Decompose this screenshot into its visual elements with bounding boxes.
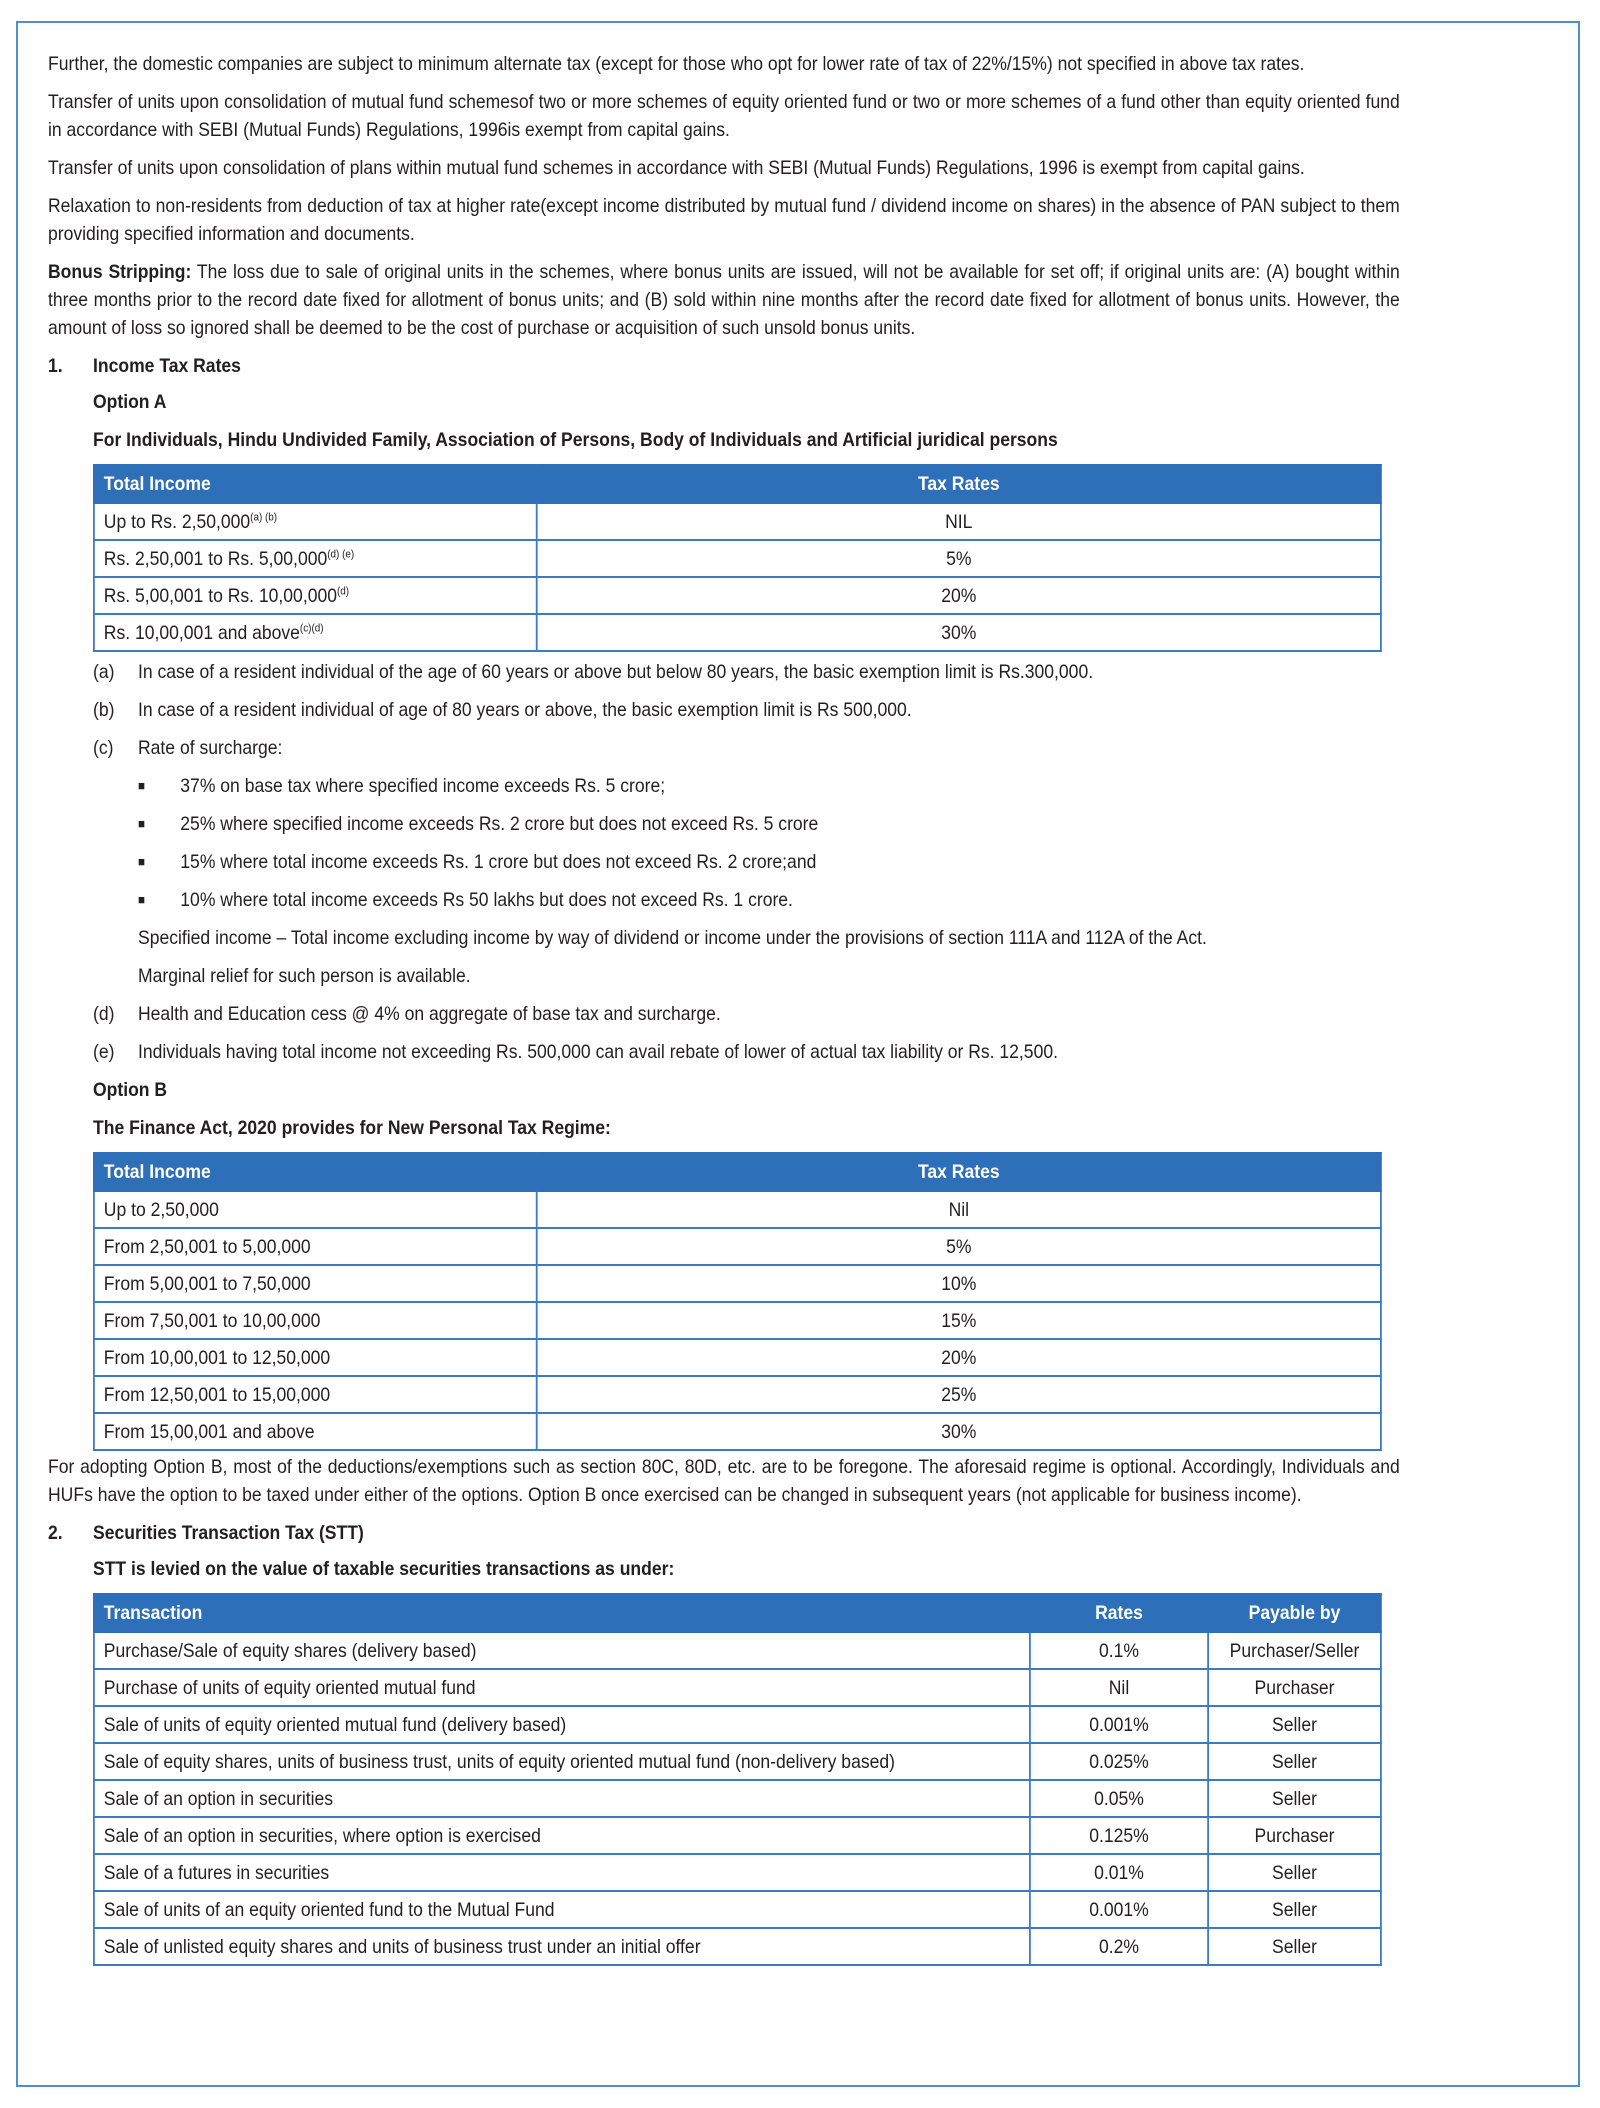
table-header-row: [94, 1153, 1381, 1191]
rate-cell: 0.001%: [1030, 1891, 1208, 1928]
intro-paragraph: Transfer of units upon consolidation of mutual fund schemesof two or more schemes of equity oriented fund or two or more schemes of a fund other than equity oriented fund in accordance with SEBI (Mutual Funds) Regulations, 1996is exempt from capital gains.: [48, 91, 1400, 141]
section-heading: [48, 1519, 1400, 1547]
footnote-text: In case of a resident individual of the age of 60 years or above but below 80 years, the basic exemption limit is Rs.300,000.: [138, 661, 1094, 683]
rate-cell: Nil: [537, 1191, 1381, 1228]
footnote-text: Health and Education cess @ 4% on aggregate of base tax and surcharge.: [138, 1003, 721, 1025]
table-row: [94, 1413, 1381, 1450]
table-row: [94, 1928, 1381, 1965]
stt-table: [93, 1593, 1382, 1966]
transaction-cell: Sale of units of equity oriented mutual fund (delivery based): [94, 1706, 1030, 1743]
list-item: [138, 810, 1400, 838]
column-header: Total Income: [94, 465, 537, 503]
income-cell: Up to 2,50,000: [94, 1191, 537, 1228]
footnote: [93, 1038, 1400, 1066]
transaction-cell: Sale of units of an equity oriented fund to the Mutual Fund: [94, 1891, 1030, 1928]
rate-cell: 0.2%: [1030, 1928, 1208, 1965]
table-row: [94, 1339, 1381, 1376]
table-row: [94, 1191, 1381, 1228]
rate-cell: 0.01%: [1030, 1854, 1208, 1891]
footnote-ref: (d) (e): [327, 548, 355, 560]
footnote-label: (a): [93, 661, 115, 683]
income-cell: From 12,50,001 to 15,00,000: [94, 1376, 537, 1413]
footnote: [93, 1000, 1400, 1028]
marginal-relief-note: Marginal relief for such person is available.: [138, 965, 471, 987]
rate-cell: 20%: [537, 577, 1381, 614]
rate-cell: 10%: [537, 1265, 1381, 1302]
rate-cell: 0.05%: [1030, 1780, 1208, 1817]
table-row: [94, 1854, 1381, 1891]
rate-cell: 30%: [537, 614, 1381, 651]
specified-income-note: Specified income – Total income excluding income by way of dividend or income under the provisions of section 111A and 112A of the Act.: [138, 927, 1207, 949]
table-row: [94, 540, 1381, 577]
payable-by-cell: Purchaser/Seller: [1208, 1632, 1381, 1669]
income-cell: From 10,00,001 to 12,50,000: [94, 1339, 537, 1376]
income-cell: From 7,50,001 to 10,00,000: [94, 1302, 537, 1339]
table-row: [94, 503, 1381, 540]
table-header-row: [94, 465, 1381, 503]
transaction-cell: Sale of a futures in securities: [94, 1854, 1030, 1891]
footnote-ref: (a) (b): [250, 511, 278, 523]
payable-by-cell: Seller: [1208, 1854, 1381, 1891]
list-item: [138, 886, 1400, 914]
income-cell: From 15,00,001 and above: [94, 1413, 537, 1450]
table-row: [94, 1265, 1381, 1302]
footnote-label: (d): [93, 1003, 115, 1025]
transaction-cell: Sale of equity shares, units of business trust, units of equity oriented mutual fund (non-delivery based): [94, 1743, 1030, 1780]
income-cell: [94, 577, 537, 614]
bullet-icon: ■: [138, 854, 146, 869]
rate-cell: 15%: [537, 1302, 1381, 1339]
payable-by-cell: Seller: [1208, 1706, 1381, 1743]
footnote-ref: (d): [336, 585, 350, 597]
rate-cell: 0.125%: [1030, 1817, 1208, 1854]
option-b-table: [93, 1152, 1382, 1451]
intro-paragraph: Transfer of units upon consolidation of plans within mutual fund schemes in accordance with SEBI (Mutual Funds) Regulations, 1996 is exempt from capital gains.: [48, 157, 1305, 179]
footnote-ref: (c)(d): [299, 622, 324, 634]
income-cell: From 2,50,001 to 5,00,000: [94, 1228, 537, 1265]
payable-by-cell: Purchaser: [1208, 1817, 1381, 1854]
footnote-label: (e): [93, 1041, 115, 1063]
option-a-table: [93, 464, 1382, 652]
table-row: [94, 1632, 1381, 1669]
section-number: 2.: [48, 1522, 63, 1544]
intro-paragraph: Further, the domestic companies are subject to minimum alternate tax (except for those who opt for lower rate of tax of 22%/15%) not specified in above tax rates.: [48, 53, 1305, 75]
list-item-text: 10% where total income exceeds Rs 50 lakhs but does not exceed Rs. 1 crore.: [180, 889, 793, 911]
table-row: [94, 1376, 1381, 1413]
section-heading: [48, 352, 1400, 380]
income-text: Up to Rs. 2,50,000: [103, 510, 251, 533]
payable-by-cell: Purchaser: [1208, 1669, 1381, 1706]
rate-cell: 0.1%: [1030, 1632, 1208, 1669]
list-item-text: 37% on base tax where specified income exceeds Rs. 5 crore;: [180, 775, 666, 797]
table-row: [94, 1780, 1381, 1817]
rate-cell: 25%: [537, 1376, 1381, 1413]
rate-cell: 0.025%: [1030, 1743, 1208, 1780]
transaction-cell: Purchase/Sale of equity shares (delivery based): [94, 1632, 1030, 1669]
table-row: [94, 1302, 1381, 1339]
bonus-stripping-label: Bonus Stripping:: [48, 261, 192, 283]
footnote-text: Rate of surcharge:: [138, 737, 283, 759]
table-row: [94, 577, 1381, 614]
bonus-stripping-paragraph: [48, 258, 1400, 342]
option-b-subtitle: The Finance Act, 2020 provides for New Personal Tax Regime:: [93, 1117, 611, 1139]
list-item-text: 15% where total income exceeds Rs. 1 crore but does not exceed Rs. 2 crore;and: [180, 851, 817, 873]
income-text: Rs. 10,00,001 and above: [103, 621, 300, 644]
table-row: [94, 1669, 1381, 1706]
option-a-title: Option A: [93, 391, 167, 413]
income-cell: [94, 503, 537, 540]
bullet-icon: ■: [138, 892, 146, 907]
document-body: [48, 50, 1400, 1972]
column-header: Rates: [1030, 1594, 1208, 1632]
bullet-icon: ■: [138, 778, 146, 793]
column-header: Tax Rates: [537, 465, 1381, 503]
table-row: [94, 1817, 1381, 1854]
payable-by-cell: Seller: [1208, 1891, 1381, 1928]
transaction-cell: Sale of an option in securities, where option is exercised: [94, 1817, 1030, 1854]
table-row: [94, 1743, 1381, 1780]
bullet-icon: ■: [138, 816, 146, 831]
footnote-text: In case of a resident individual of age of 80 years or above, the basic exemption limit is Rs 500,000.: [138, 699, 912, 721]
list-item: [138, 772, 1400, 800]
payable-by-cell: Seller: [1208, 1928, 1381, 1965]
list-item: [138, 848, 1400, 876]
rate-cell: 0.001%: [1030, 1706, 1208, 1743]
column-header: Tax Rates: [537, 1153, 1381, 1191]
footnote: [93, 734, 1400, 762]
stt-subtitle: STT is levied on the value of taxable securities transactions as under:: [93, 1558, 675, 1580]
rate-cell: 20%: [537, 1339, 1381, 1376]
list-item-text: 25% where specified income exceeds Rs. 2 crore but does not exceed Rs. 5 crore: [180, 813, 819, 835]
column-header: Payable by: [1208, 1594, 1381, 1632]
income-text: Rs. 2,50,001 to Rs. 5,00,000: [103, 547, 328, 570]
footnote-text: Individuals having total income not exceeding Rs. 500,000 can avail rebate of lower of actual tax liability or Rs. 12,500.: [138, 1041, 1058, 1063]
option-b-title: Option B: [93, 1079, 168, 1101]
section-number: 1.: [48, 355, 63, 377]
table-row: [94, 1891, 1381, 1928]
section-title: Securities Transaction Tax (STT): [93, 1522, 364, 1544]
option-a-subtitle: For Individuals, Hindu Undivided Family, Association of Persons, Body of Individuals and Artificial juridical persons: [93, 429, 1058, 451]
table-row: [94, 1706, 1381, 1743]
footnote: [93, 658, 1400, 686]
table-row: [94, 614, 1381, 651]
option-b-footnote: For adopting Option B, most of the deductions/exemptions such as section 80C, 80D, etc. are to be foregone. The aforesaid regime is optional. Accordingly, Individuals and HUFs have the option to be taxed under either of the options. Option B once exercised can be changed in subsequent years (not applicable for business income).: [48, 1456, 1400, 1506]
column-header: Transaction: [94, 1594, 1030, 1632]
income-text: Rs. 5,00,001 to Rs. 10,00,000: [103, 584, 337, 607]
income-cell: [94, 614, 537, 651]
section-title: Income Tax Rates: [93, 355, 241, 377]
rate-cell: Nil: [1030, 1669, 1208, 1706]
payable-by-cell: Seller: [1208, 1780, 1381, 1817]
table-row: [94, 1228, 1381, 1265]
footnote-label: (b): [93, 699, 115, 721]
rate-cell: 30%: [537, 1413, 1381, 1450]
income-cell: [94, 540, 537, 577]
table-header-row: [94, 1594, 1381, 1632]
rate-cell: 5%: [537, 540, 1381, 577]
rate-cell: 5%: [537, 1228, 1381, 1265]
bonus-stripping-text: The loss due to sale of original units in the schemes, where bonus units are issued, will not be available for set off; if original units are: (A) bought within three months prior to the record date fixed for allotment of bonus units; and (B) sold within nine months after the record date fixed for allotment of bonus units. However, the amount of loss so ignored shall be deemed to be the cost of purchase or acquisition of such unsold bonus units.: [48, 261, 1400, 339]
footnote: [93, 696, 1400, 724]
footnote-label: (c): [93, 737, 114, 759]
income-cell: From 5,00,001 to 7,50,000: [94, 1265, 537, 1302]
intro-paragraph: Relaxation to non-residents from deduction of tax at higher rate(except income distributed by mutual fund / dividend income on shares) in the absence of PAN subject to them providing specified information and documents.: [48, 195, 1400, 245]
transaction-cell: Sale of unlisted equity shares and units of business trust under an initial offer: [94, 1928, 1030, 1965]
column-header: Total Income: [94, 1153, 537, 1191]
rate-cell: NIL: [537, 503, 1381, 540]
payable-by-cell: Seller: [1208, 1743, 1381, 1780]
transaction-cell: Sale of an option in securities: [94, 1780, 1030, 1817]
transaction-cell: Purchase of units of equity oriented mutual fund: [94, 1669, 1030, 1706]
